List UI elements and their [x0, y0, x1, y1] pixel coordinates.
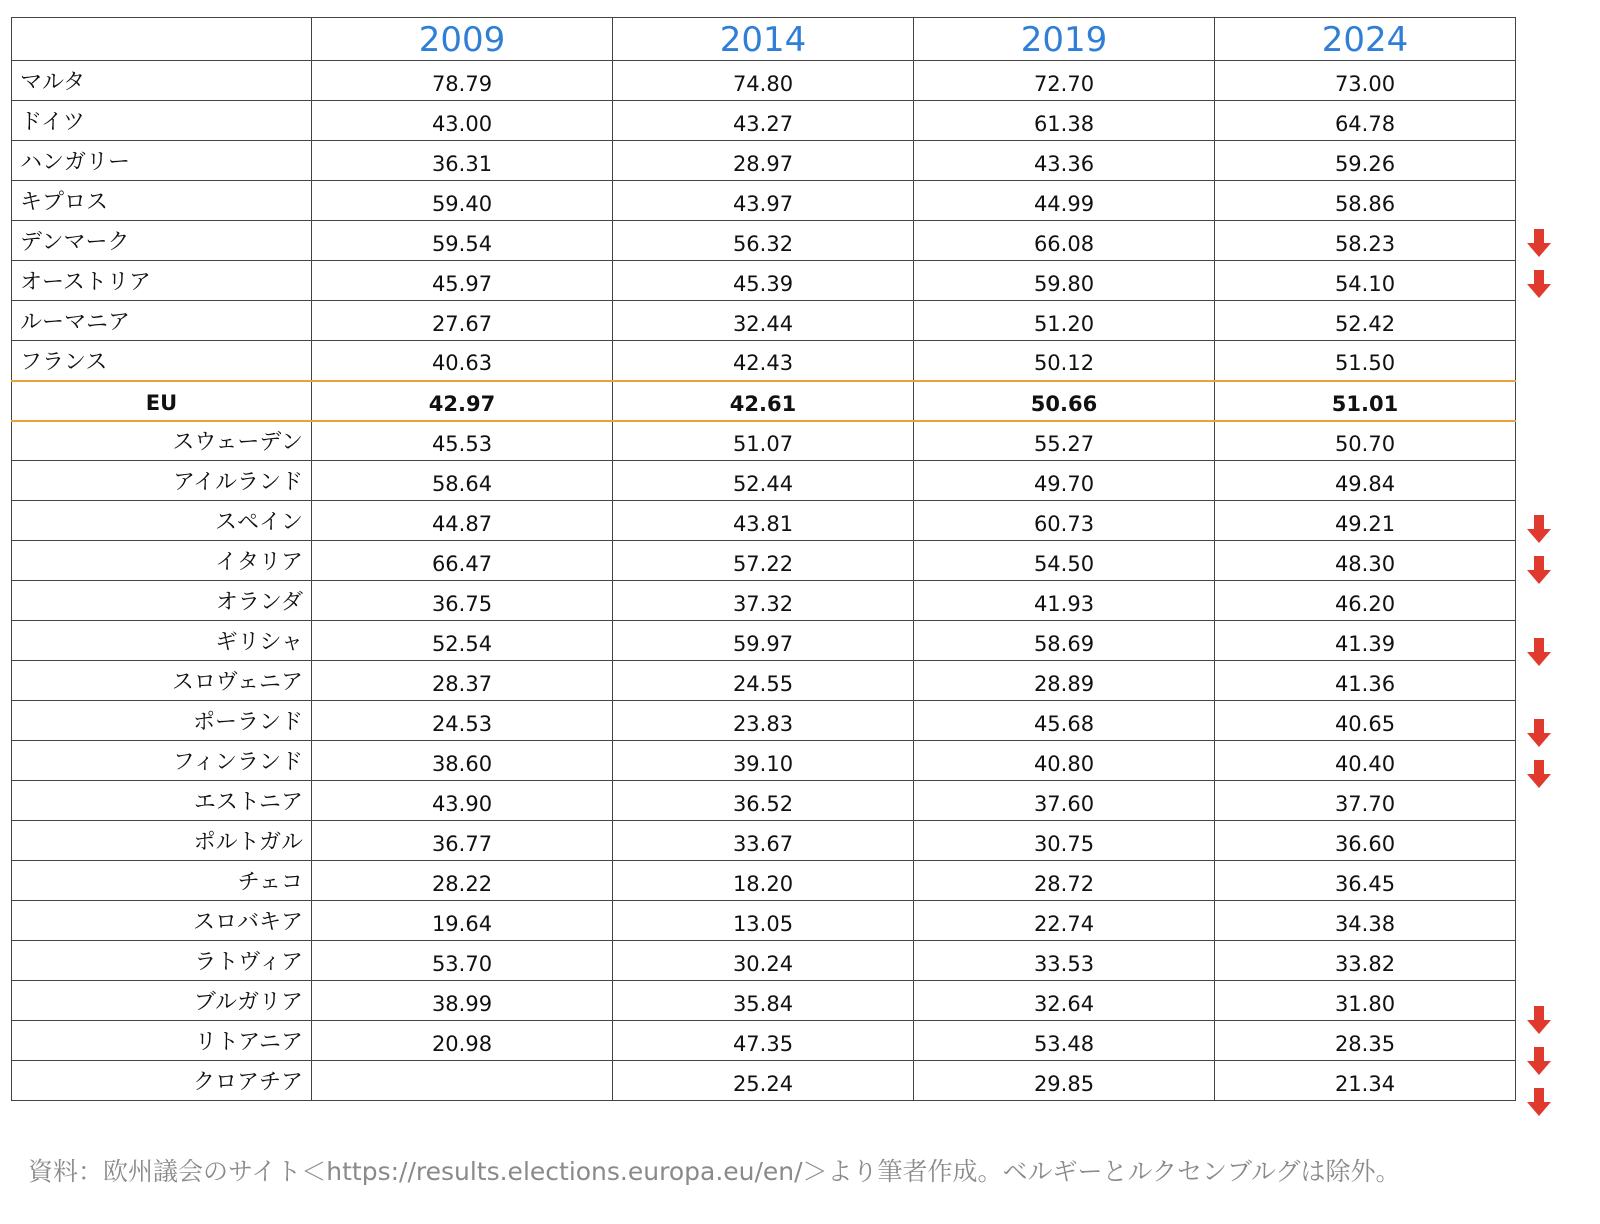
turnout-value: 36.77 — [312, 821, 613, 861]
turnout-value: 49.21 — [1215, 501, 1516, 541]
turnout-value: 40.63 — [312, 341, 613, 381]
red-down-arrow-icon — [1526, 637, 1552, 667]
turnout-value: 28.97 — [613, 141, 914, 181]
turnout-value: 54.50 — [914, 541, 1215, 581]
country-name: チェコ — [12, 861, 312, 901]
turnout-value: 53.48 — [914, 1021, 1215, 1061]
table-row — [12, 701, 1516, 741]
turnout-value: 45.97 — [312, 261, 613, 301]
country-name: ギリシャ — [12, 621, 312, 661]
turnout-value: 30.24 — [613, 941, 914, 981]
table-row — [12, 461, 1516, 501]
table-row — [12, 581, 1516, 621]
turnout-value: 36.75 — [312, 581, 613, 621]
turnout-value — [312, 1061, 613, 1101]
country-name: オランダ — [12, 581, 312, 621]
turnout-value: 55.27 — [914, 421, 1215, 461]
turnout-value: 21.34 — [1215, 1061, 1516, 1101]
table-row — [12, 101, 1516, 141]
turnout-value: 61.38 — [914, 101, 1215, 141]
red-down-arrow-icon — [1526, 718, 1552, 748]
red-down-arrow-icon — [1526, 514, 1552, 544]
turnout-value: 54.10 — [1215, 261, 1516, 301]
country-name: ドイツ — [12, 101, 312, 141]
table-row — [12, 821, 1516, 861]
country-name: エストニア — [12, 781, 312, 821]
turnout-value: 51.50 — [1215, 341, 1516, 381]
turnout-value: 43.36 — [914, 141, 1215, 181]
country-name: クロアチア — [12, 1061, 312, 1101]
turnout-value: 42.43 — [613, 341, 914, 381]
table-row — [12, 661, 1516, 701]
table-row — [12, 221, 1516, 261]
turnout-value: 43.90 — [312, 781, 613, 821]
turnout-value: 33.53 — [914, 941, 1215, 981]
country-name: ポルトガル — [12, 821, 312, 861]
turnout-value: 64.78 — [1215, 101, 1516, 141]
turnout-value: 33.82 — [1215, 941, 1516, 981]
turnout-value: 43.00 — [312, 101, 613, 141]
turnout-value: 28.22 — [312, 861, 613, 901]
turnout-value: 42.61 — [613, 381, 914, 421]
turnout-value: 22.74 — [914, 901, 1215, 941]
turnout-value: 58.86 — [1215, 181, 1516, 221]
turnout-value: 40.40 — [1215, 741, 1516, 781]
turnout-value: 37.60 — [914, 781, 1215, 821]
table-row — [12, 781, 1516, 821]
turnout-value: 40.80 — [914, 741, 1215, 781]
turnout-value: 33.67 — [613, 821, 914, 861]
country-name: ハンガリー — [12, 141, 312, 181]
country-name: ルーマニア — [12, 301, 312, 341]
turnout-value: 27.67 — [312, 301, 613, 341]
turnout-value: 43.97 — [613, 181, 914, 221]
turnout-value: 51.20 — [914, 301, 1215, 341]
turnout-value: 51.01 — [1215, 381, 1516, 421]
turnout-value: 58.64 — [312, 461, 613, 501]
table-row — [12, 301, 1516, 341]
turnout-value: 74.80 — [613, 61, 914, 101]
country-name: スロヴェニア — [12, 661, 312, 701]
turnout-value: 53.70 — [312, 941, 613, 981]
country-name: スロバキア — [12, 901, 312, 941]
turnout-value: 78.79 — [312, 61, 613, 101]
turnout-value: 35.84 — [613, 981, 914, 1021]
turnout-value: 36.45 — [1215, 861, 1516, 901]
turnout-value: 39.10 — [613, 741, 914, 781]
turnout-value: 24.53 — [312, 701, 613, 741]
turnout-value: 59.40 — [312, 181, 613, 221]
red-down-arrow-icon — [1526, 759, 1552, 789]
table-row — [12, 1021, 1516, 1061]
turnout-value: 56.32 — [613, 221, 914, 261]
country-name: スウェーデン — [12, 421, 312, 461]
country-name: ブルガリア — [12, 981, 312, 1021]
turnout-value: 52.42 — [1215, 301, 1516, 341]
turnout-value: 59.80 — [914, 261, 1215, 301]
turnout-table — [11, 17, 1516, 1101]
country-name: リトアニア — [12, 1021, 312, 1061]
turnout-value: 60.73 — [914, 501, 1215, 541]
turnout-value: 41.93 — [914, 581, 1215, 621]
turnout-value: 13.05 — [613, 901, 914, 941]
country-name: マルタ — [12, 61, 312, 101]
header-year: 2009 — [312, 18, 613, 61]
country-name: EU — [12, 381, 312, 421]
table-row — [12, 541, 1516, 581]
turnout-value: 50.70 — [1215, 421, 1516, 461]
turnout-value: 28.35 — [1215, 1021, 1516, 1061]
turnout-value: 37.32 — [613, 581, 914, 621]
turnout-value: 42.97 — [312, 381, 613, 421]
table-row — [12, 941, 1516, 981]
turnout-value: 45.68 — [914, 701, 1215, 741]
turnout-value: 23.83 — [613, 701, 914, 741]
turnout-value: 59.54 — [312, 221, 613, 261]
turnout-value: 59.26 — [1215, 141, 1516, 181]
header-year: 2024 — [1215, 18, 1516, 61]
turnout-value: 28.72 — [914, 861, 1215, 901]
turnout-value: 66.47 — [312, 541, 613, 581]
header-corner — [12, 18, 312, 61]
turnout-value: 57.22 — [613, 541, 914, 581]
turnout-value: 43.81 — [613, 501, 914, 541]
country-name: イタリア — [12, 541, 312, 581]
table-row — [12, 861, 1516, 901]
table-row — [12, 61, 1516, 101]
turnout-value: 37.70 — [1215, 781, 1516, 821]
turnout-value: 44.99 — [914, 181, 1215, 221]
turnout-value: 51.07 — [613, 421, 914, 461]
turnout-value: 31.80 — [1215, 981, 1516, 1021]
turnout-value: 30.75 — [914, 821, 1215, 861]
turnout-value: 40.65 — [1215, 701, 1516, 741]
red-down-arrow-icon — [1526, 555, 1552, 585]
turnout-value: 73.00 — [1215, 61, 1516, 101]
red-down-arrow-icon — [1526, 1087, 1552, 1117]
turnout-value: 50.12 — [914, 341, 1215, 381]
table-row — [12, 501, 1516, 541]
country-name: フランス — [12, 341, 312, 381]
country-name: スペイン — [12, 501, 312, 541]
turnout-value: 45.39 — [613, 261, 914, 301]
turnout-value: 52.54 — [312, 621, 613, 661]
country-name: ポーランド — [12, 701, 312, 741]
eu-average-row — [12, 381, 1516, 421]
red-down-arrow-icon — [1526, 269, 1552, 299]
turnout-value: 38.60 — [312, 741, 613, 781]
red-down-arrow-icon — [1526, 228, 1552, 258]
turnout-value: 72.70 — [914, 61, 1215, 101]
header-year: 2014 — [613, 18, 914, 61]
country-name: キプロス — [12, 181, 312, 221]
header-row — [12, 18, 1516, 61]
turnout-value: 49.70 — [914, 461, 1215, 501]
table-row — [12, 741, 1516, 781]
turnout-value: 38.99 — [312, 981, 613, 1021]
turnout-value: 20.98 — [312, 1021, 613, 1061]
turnout-value: 18.20 — [613, 861, 914, 901]
turnout-value: 66.08 — [914, 221, 1215, 261]
source-note: 資料：欧州議会のサイト＜https://results.elections.europa.eu/en/＞より筆者作成。ベルギーとルクセンブルグは除外。 — [28, 1157, 1401, 1186]
turnout-value: 47.35 — [613, 1021, 914, 1061]
turnout-value: 52.44 — [613, 461, 914, 501]
table-row — [12, 421, 1516, 461]
country-name: アイルランド — [12, 461, 312, 501]
turnout-value: 49.84 — [1215, 461, 1516, 501]
table-row — [12, 261, 1516, 301]
turnout-value: 41.36 — [1215, 661, 1516, 701]
turnout-value: 41.39 — [1215, 621, 1516, 661]
turnout-value: 29.85 — [914, 1061, 1215, 1101]
table-row — [12, 141, 1516, 181]
header-year: 2019 — [914, 18, 1215, 61]
turnout-value: 58.23 — [1215, 221, 1516, 261]
turnout-value: 58.69 — [914, 621, 1215, 661]
turnout-value: 50.66 — [914, 381, 1215, 421]
table-row — [12, 341, 1516, 381]
table-row — [12, 1061, 1516, 1101]
country-name: フィンランド — [12, 741, 312, 781]
red-down-arrow-icon — [1526, 1005, 1552, 1035]
turnout-value: 28.37 — [312, 661, 613, 701]
country-name: デンマーク — [12, 221, 312, 261]
turnout-value: 59.97 — [613, 621, 914, 661]
table-row — [12, 181, 1516, 221]
table-body — [12, 61, 1516, 1101]
turnout-value: 32.64 — [914, 981, 1215, 1021]
turnout-value: 36.52 — [613, 781, 914, 821]
turnout-value: 43.27 — [613, 101, 914, 141]
table-row — [12, 621, 1516, 661]
country-name: ラトヴィア — [12, 941, 312, 981]
turnout-value: 44.87 — [312, 501, 613, 541]
table-row — [12, 901, 1516, 941]
turnout-value: 32.44 — [613, 301, 914, 341]
turnout-value: 45.53 — [312, 421, 613, 461]
turnout-value: 34.38 — [1215, 901, 1516, 941]
turnout-value: 36.31 — [312, 141, 613, 181]
turnout-value: 25.24 — [613, 1061, 914, 1101]
country-name: オーストリア — [12, 261, 312, 301]
turnout-value: 28.89 — [914, 661, 1215, 701]
turnout-value: 24.55 — [613, 661, 914, 701]
red-down-arrow-icon — [1526, 1046, 1552, 1076]
turnout-value: 48.30 — [1215, 541, 1516, 581]
turnout-value: 19.64 — [312, 901, 613, 941]
table-row — [12, 981, 1516, 1021]
turnout-value: 46.20 — [1215, 581, 1516, 621]
turnout-value: 36.60 — [1215, 821, 1516, 861]
